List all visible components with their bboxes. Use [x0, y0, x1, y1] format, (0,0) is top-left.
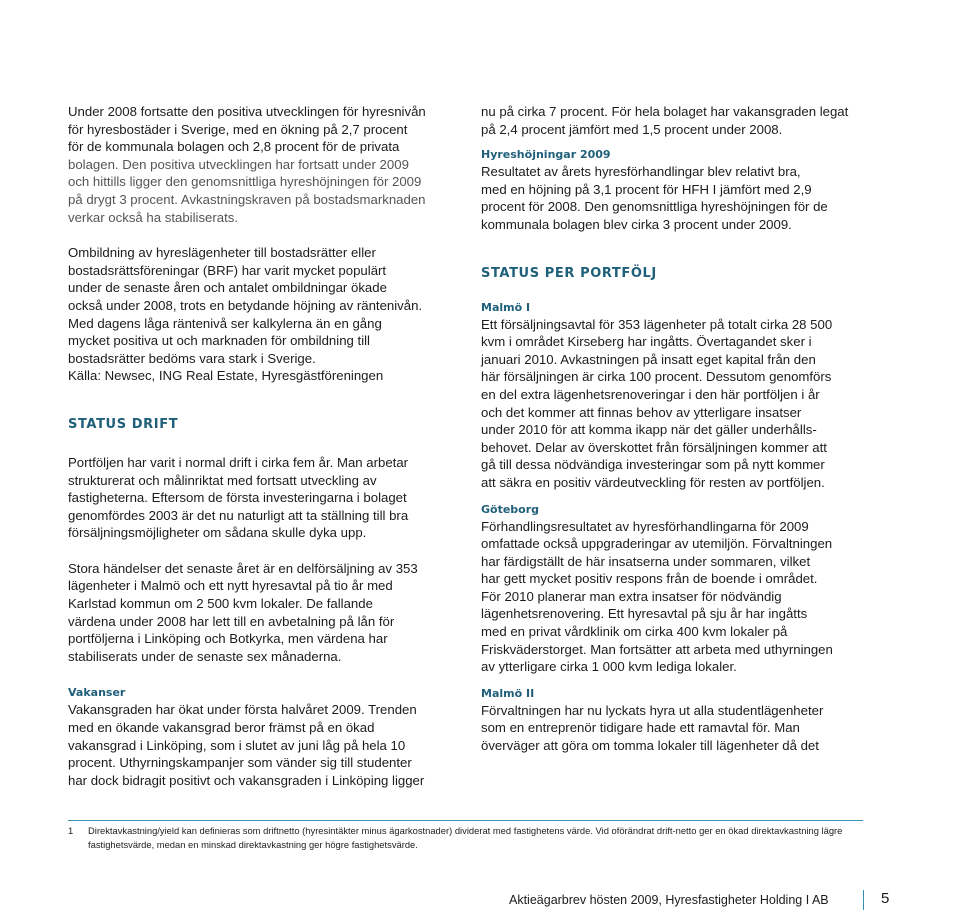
text-line: under 2010 för att komma ikapp när det gäller underhålls-	[481, 422, 817, 438]
text-line: som en entreprenör tidigare hade ett ramavtal för. Man	[481, 720, 800, 736]
vakanser-paragraph	[68, 701, 468, 789]
malmo1-paragraph	[481, 316, 873, 492]
malmo2-heading: Malmö II	[481, 686, 535, 700]
text-line: vakansgrad i Linköping, som i slutet av juni låg på hela 10	[68, 737, 406, 753]
text-line: med en höjning på 3,1 procent för HFH I jämfört med 2,9	[481, 181, 812, 197]
text-line: mycket positiva ut och marknaden för ombildning till	[68, 333, 370, 349]
text-line: och hittills ligger den genomsnittliga hyreshöjningen för 2009	[68, 174, 422, 190]
intro-paragraph	[68, 103, 468, 226]
text-line: har färdigställt de här insatserna under sommaren, vilket	[481, 553, 811, 569]
footer-separator	[863, 890, 864, 910]
page-number: 5	[881, 890, 890, 907]
text-line: och det kommer att finnas behov av ytterligare insatser	[481, 404, 802, 420]
text-line: Ett försäljningsavtal för 353 lägenheter på totalt cirka 28 500	[481, 316, 833, 332]
text-line: Friskväderstorget. Man fortsätter att arbeta med uthyrningen	[481, 641, 833, 657]
text-line: omfattade också uppgraderingar av utemiljön. Förvaltningen	[481, 536, 833, 552]
status-portfolj-heading: STATUS PER PORTFÖLJ	[481, 265, 657, 281]
text-line: kvm i området Kirseberg har ingåtts. Övertagandet sker i	[481, 334, 812, 350]
text-line: för de kommunala bolagen och 2,8 procent för de privata	[68, 139, 400, 155]
text-line: att säkra en positiv värdeutveckling för resten av portföljen.	[481, 474, 825, 490]
right-column	[481, 103, 873, 755]
source-line: Källa: Newsec, ING Real Estate, Hyresgästföreningen	[68, 368, 384, 384]
text-line: Karlstad kommun om 2 500 kvm lokaler. De fallande	[68, 596, 373, 612]
text-line: gå till dessa nödvändiga investeringar som på nytt kommer	[481, 457, 825, 473]
text-line: För 2010 planerar man extra insatser för nödvändig	[481, 588, 782, 604]
text-line: har gett mycket positiv respons från de boende i området.	[481, 571, 818, 587]
status-drift-heading: STATUS DRIFT	[68, 416, 179, 432]
sales-paragraph	[68, 560, 468, 666]
text-line: Förvaltningen har nu lyckats hyra ut alla studentlägenheter	[481, 702, 824, 718]
text-line: strukturerat och målinriktat med fortsatt utveckling av	[68, 472, 377, 488]
text-line: Portföljen har varit i normal drift i cirka fem år. Man arbetar	[68, 454, 409, 470]
goteborg-heading: Göteborg	[481, 502, 540, 516]
footnote-number: 1	[68, 825, 74, 836]
footnote-text: Direktavkastning/yield kan definieras som driftnetto (hyresintäkter minus ägarkostnader) dividerat med fastighetens värde. Vid oförändrat drift-netto ger en ökad direktavkastning lägre fastighetsvärde, medan en minskad direktavkastning ger högre fastighetsvärde.	[88, 825, 843, 850]
text-line: portföljerna i Linköping och Botkyrka, men värdena har	[68, 631, 388, 647]
text-line: bostadsrättsföreningar (BRF) har varit mycket populärt	[68, 262, 387, 278]
text-line: med en privat vårdklinik om cirka 400 kvm lokaler på	[481, 624, 788, 640]
footnote-divider	[68, 820, 863, 821]
text-line: behovet. Delar av överskottet från försäljningen kommer att	[481, 439, 827, 455]
text-line: procent. Uthyrningskampanjer som vänder sig till studenter	[68, 755, 412, 771]
hyreshojningar-paragraph	[481, 163, 873, 233]
text-line: har dock bidragit positivt och vakansgraden i Linköping ligger	[68, 772, 425, 788]
text-line: procent för 2008. Den genomsnittliga hyreshöjningen för de	[481, 199, 828, 215]
text-line: Ombildning av hyreslägenheter till bostadsrätter eller	[68, 245, 376, 261]
hyreshojningar-heading: Hyreshöjningar 2009	[481, 148, 611, 162]
ombildning-paragraph	[68, 244, 468, 385]
left-column	[68, 103, 468, 789]
text-line: här försäljningen är cirka 100 procent. Dessutom genomförs	[481, 369, 832, 385]
text-line: under de senaste åren och antalet ombildningar ökade	[68, 280, 387, 296]
text-line: kommunala bolagen blev cirka 3 procent under 2009.	[481, 216, 792, 232]
vakanser-heading: Vakanser	[68, 686, 126, 700]
text-line: januari 2010. Avkastningen på insatt eget kapital från den	[481, 351, 816, 367]
text-line: Resultatet av årets hyresförhandlingar blev relativt bra,	[481, 164, 801, 180]
text-line: verkar också ha stabiliserats.	[68, 209, 239, 225]
text-line: på drygt 3 procent. Avkastningskraven på bostadsmarknaden	[68, 191, 426, 207]
text-line: lägenhetsrenovering. Ett hyresavtal på sju år har ingåtts	[481, 606, 808, 622]
text-line: Vakansgraden har ökat under första halvåret 2009. Trenden	[68, 702, 417, 718]
text-line: Förhandlingsresultatet av hyresförhandlingarna för 2009	[481, 518, 809, 534]
malmo1-heading: Malmö I	[481, 300, 531, 314]
text-line: på 2,4 procent jämfört med 1,5 procent under 2008.	[481, 121, 783, 137]
text-line: nu på cirka 7 procent. För hela bolaget har vakansgraden legat	[481, 104, 849, 119]
text-line: värdena under 2008 har lett till en avbetalning på lån för	[68, 613, 395, 629]
text-line: försäljningsmöjligheter om sådana skulle dyka upp.	[68, 525, 367, 541]
text-line: för hyresbostäder i Sverige, med en ökning på 2,7 procent	[68, 121, 408, 137]
text-line: fastigheterna. Eftersom de första investeringarna i bolaget	[68, 490, 407, 506]
text-line: överväger att göra om tomma lokaler till lägenheter då det	[481, 738, 819, 754]
footer-title: Aktieägarbrev hösten 2009, Hyresfastigheter Holding I AB	[509, 893, 829, 907]
text-line: också under 2008, trots en betydande höjning av räntenivån.	[68, 297, 423, 313]
footnote	[68, 824, 863, 852]
text-line: bolagen. Den positiva utvecklingen har fortsatt under 2009	[68, 156, 409, 172]
text-line: med en ökande vakansgrad beror främst på en ökad	[68, 720, 375, 736]
text-line: stabiliserats under de senaste sex månaderna.	[68, 648, 342, 664]
drift-paragraph	[68, 454, 468, 542]
continuation-paragraph	[481, 103, 873, 138]
text-line: av ytterligare cirka 1 000 kvm lediga lokaler.	[481, 659, 737, 675]
text-line: Under 2008 fortsatte den positiva utvecklingen för hyresnivån	[68, 104, 426, 119]
malmo2-paragraph	[481, 702, 873, 755]
text-line: genomfördes 2003 är det nu naturligt att ta ställning till bra	[68, 507, 409, 523]
text-line: Med dagens låga räntenivå ser kalkylerna än en gång	[68, 315, 382, 331]
text-line: Stora händelser det senaste året är en delförsäljning av 353	[68, 560, 418, 576]
page-footer	[509, 890, 929, 912]
text-line: lägenheter i Malmö och ett nytt hyresavtal på tio år med	[68, 578, 393, 594]
text-line: en del extra lägenhetsrenoveringar i den här portföljen i år	[481, 386, 820, 402]
goteborg-paragraph	[481, 518, 873, 676]
text-line: bostadsrätter bedöms vara stark i Sverige.	[68, 350, 316, 366]
